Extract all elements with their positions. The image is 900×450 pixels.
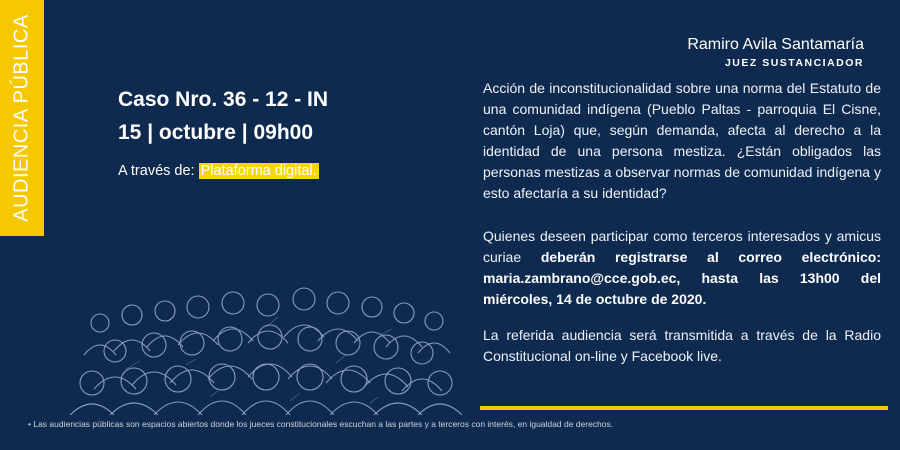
- judge-role: JUEZ SUSTANCIADOR: [724, 57, 864, 69]
- footnote: • Las audiencias públicas son espacios abiertos donde los jueces constitucionales escuchan a las partes y a terceros con interés, en igualdad de derechos.: [28, 419, 614, 429]
- participation-notice: [483, 226, 881, 310]
- judge-name: Ramiro Avila Santamaría: [687, 36, 864, 53]
- case-number: Caso Nro. 36 - 12 - IN: [118, 88, 329, 111]
- event-date: 15 | octubre | 09h00: [118, 121, 313, 144]
- banner-label: AUDIENCIA PÚBLICA: [10, 14, 33, 222]
- participation-lead: Quienes deseen participar como terceros interesados y amicus curiae: [483, 228, 881, 265]
- platform-row: [118, 163, 319, 179]
- platform-highlight: Plataforma digital.: [200, 163, 317, 179]
- crowd-illustration: [70, 285, 470, 415]
- side-banner: [0, 0, 44, 236]
- broadcast-notice: La referida audiencia será transmitida a través de la Radio Constitucional on-line y Facebook live.: [483, 327, 881, 364]
- via-label: A través de:: [118, 163, 195, 179]
- case-description: Acción de inconstitucionalidad sobre una norma del Estatuto de una comunidad indígena (Pueblo Paltas - parroquia El Cisne, cantón Loja) que, según demanda, afecta al derecho a la identidad de una persona mestiza. ¿Están obligados las personas mestizas a observar normas de comunidad indígena y esto afectaría a su identidad?: [483, 80, 881, 201]
- registration-details: deberán registrarse al correo electrónico: maria.zambrano@cce.gob.ec, hasta las 13h00 del miércoles, 14 de octubre de 2020.: [483, 249, 882, 307]
- divider: [480, 406, 888, 410]
